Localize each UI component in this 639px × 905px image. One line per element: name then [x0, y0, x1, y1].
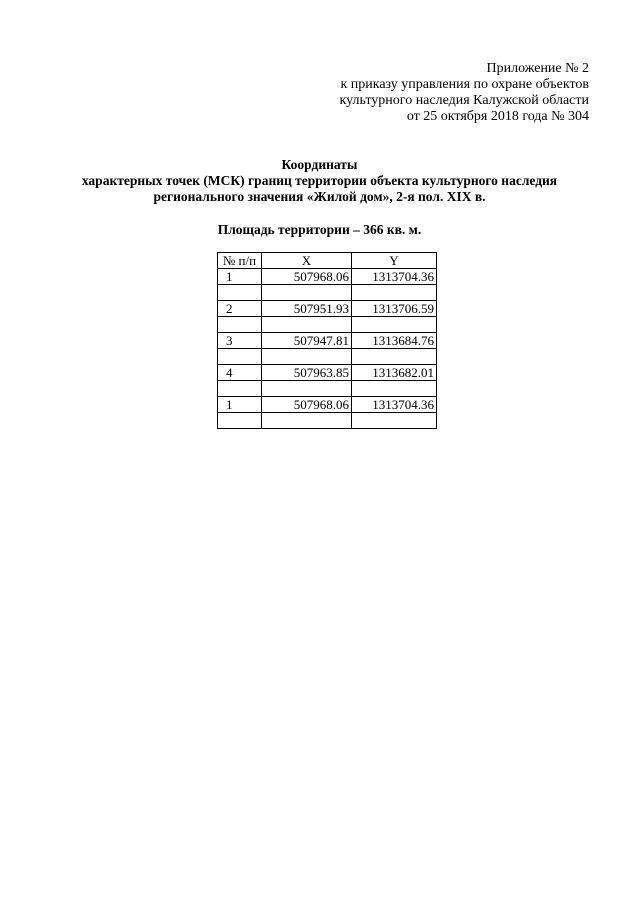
cell-x — [262, 349, 352, 365]
area-text: Площадь территории – 366 кв. м. — [217, 222, 422, 237]
cell-number: 4 — [218, 365, 262, 381]
table-row — [218, 397, 437, 413]
cell-y: 1313682.01 — [352, 365, 437, 381]
appendix-header — [289, 61, 589, 125]
table-row — [218, 413, 437, 429]
cell-number — [218, 285, 262, 301]
title-line: характерных точек (МСК) границ территории объекта культурного наследия — [81, 173, 558, 188]
table-row — [218, 349, 437, 365]
cell-x — [262, 317, 352, 333]
appendix-line: культурного наследия Калужской области — [339, 93, 589, 108]
cell-y — [352, 317, 437, 333]
cell-y — [352, 285, 437, 301]
appendix-line: к приказу управления по охране объектов — [340, 77, 589, 92]
column-header-y: Y — [352, 253, 437, 269]
cell-number: 1 — [218, 397, 262, 413]
cell-x: 507951.93 — [262, 301, 352, 317]
appendix-line: от 25 октября 2018 года № 304 — [406, 109, 589, 124]
cell-y — [352, 349, 437, 365]
cell-y — [352, 381, 437, 397]
coordinates-table — [217, 252, 437, 429]
cell-y — [352, 413, 437, 429]
cell-x: 507947.81 — [262, 333, 352, 349]
cell-number — [218, 381, 262, 397]
cell-number: 1 — [218, 269, 262, 285]
title-line: регионального значения «Жилой дом», 2-я пол. XIX в. — [153, 189, 486, 204]
cell-number: 3 — [218, 333, 262, 349]
cell-number: 2 — [218, 301, 262, 317]
cell-x — [262, 381, 352, 397]
table-row — [218, 333, 437, 349]
cell-x: 507963.85 — [262, 365, 352, 381]
cell-x: 507968.06 — [262, 269, 352, 285]
table-row — [218, 269, 437, 285]
cell-number — [218, 349, 262, 365]
table-row — [218, 381, 437, 397]
column-header-x: X — [262, 253, 352, 269]
cell-y: 1313704.36 — [352, 397, 437, 413]
table-row — [218, 285, 437, 301]
column-header-number: № п/п — [218, 253, 262, 269]
cell-x: 507968.06 — [262, 397, 352, 413]
appendix-line: Приложение № 2 — [486, 61, 589, 76]
cell-number — [218, 317, 262, 333]
cell-y: 1313684.76 — [352, 333, 437, 349]
cell-y: 1313706.59 — [352, 301, 437, 317]
cell-number — [218, 413, 262, 429]
table-row — [218, 365, 437, 381]
title-line: Координаты — [281, 157, 358, 172]
document-title — [0, 157, 639, 205]
table-header-row — [218, 253, 437, 269]
cell-x — [262, 413, 352, 429]
cell-x — [262, 285, 352, 301]
table-row — [218, 301, 437, 317]
table-row — [218, 317, 437, 333]
cell-y: 1313704.36 — [352, 269, 437, 285]
